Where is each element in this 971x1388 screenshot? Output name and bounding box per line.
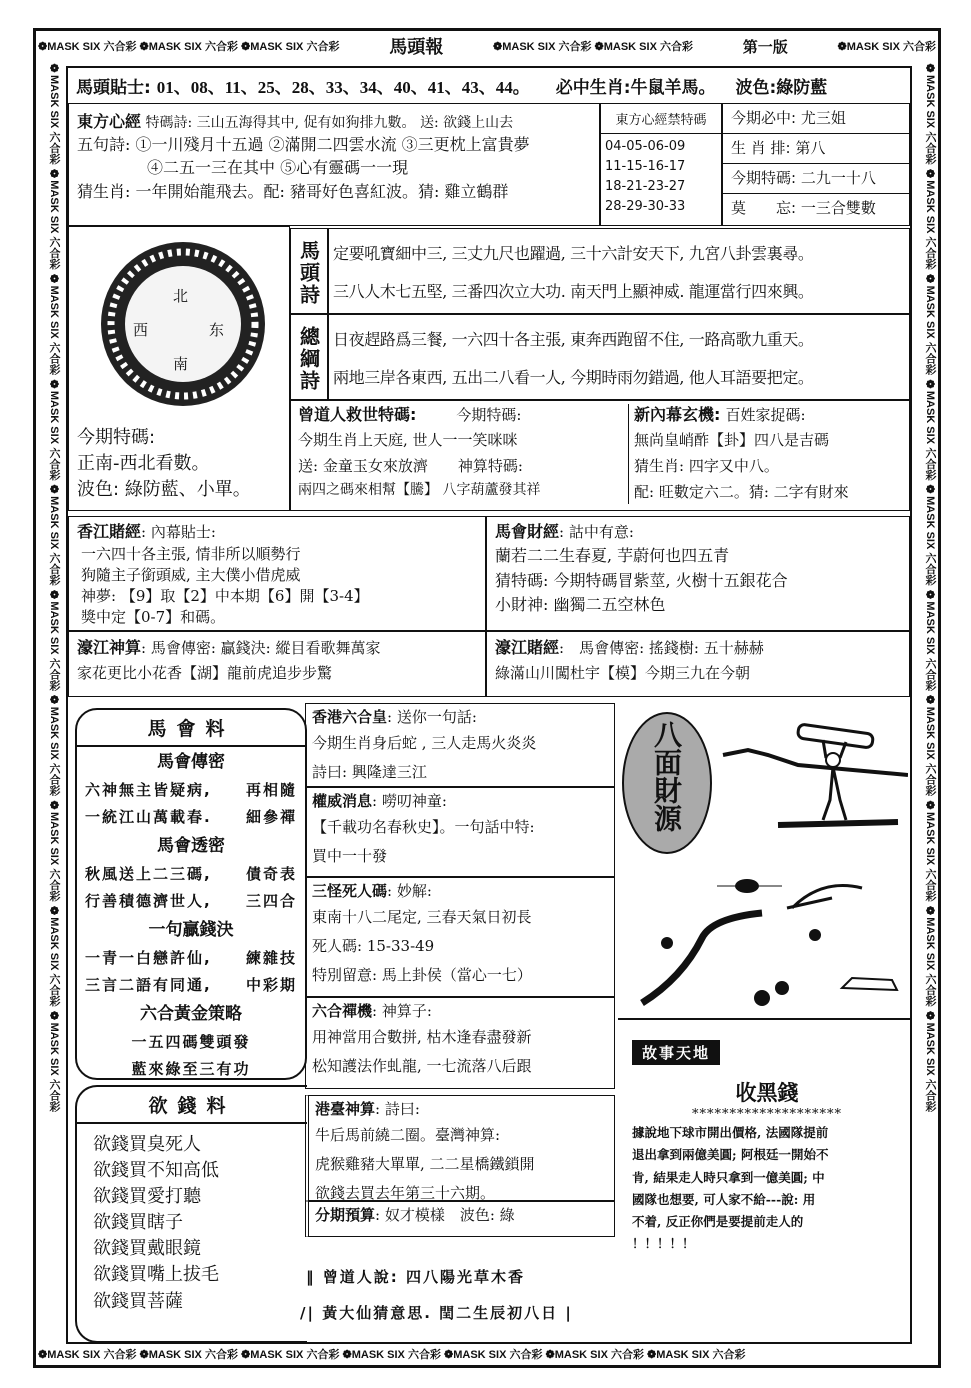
ban-numbers	[600, 103, 722, 226]
cell: 行善積德濟世人,	[85, 892, 212, 910]
section-sub: : 妙解:	[387, 882, 432, 900]
subsection-title: 馬會傳密	[157, 752, 225, 772]
text-line: 欲錢去買去年第三十六期。	[315, 1183, 496, 1202]
section-sub: : 詁中有意:	[559, 523, 634, 541]
text-line: 特別留意: 馬上卦侯（當心一七）	[312, 965, 532, 984]
ban-number-row: 28-29-30-33	[605, 199, 686, 215]
section-sub: : 詩曰:	[375, 1100, 420, 1118]
text-line: 兩四之碼來相幫【騰】 八字葫蘆發其祥	[298, 482, 541, 499]
text-line: 配: 旺數定六二。猜: 二字有財來	[634, 483, 849, 502]
east-label: 东	[209, 321, 225, 339]
section-title: 濠江賭經	[495, 638, 560, 657]
list-item	[77, 804, 305, 831]
tips-row	[76, 73, 827, 98]
text-line: ④二五一三在其中 ⑤心有靈碼一一現	[147, 158, 409, 178]
compass-section	[68, 226, 290, 511]
top-border-strip	[38, 34, 936, 58]
tips-numbers: 01、08、11、25、28、33、34、40、41、43、44。	[156, 78, 530, 97]
list-item: 欲錢買瞎子	[93, 1212, 183, 1234]
text-line: 松知護法作虬龍, 一七流落八后跟	[312, 1056, 532, 1075]
list-item: 欲錢買菩薩	[93, 1290, 183, 1312]
top-border-strip-segment: ❁MASK SIX 六合彩 ❁MASK SIX 六合彩 ❁MASK SIX 六合彩	[38, 41, 340, 53]
side-info-row	[723, 194, 909, 224]
north-label: 北	[173, 287, 189, 305]
section-title: 六合禪機	[312, 1002, 373, 1020]
section-title: 濠江神算	[77, 638, 142, 657]
xiangjiang-section	[68, 516, 486, 631]
dongfang-section	[68, 103, 600, 226]
ban-number-row: 18-21-23-27	[605, 179, 686, 195]
cell: 再相隨	[245, 781, 297, 799]
text-line: 綠滿山川闖杜宇【模】今期三九在今朝	[495, 663, 751, 682]
top-border-strip-segment: ❁MASK SIX 六合彩	[837, 41, 936, 53]
tips-label: 馬頭貼士:	[76, 78, 151, 98]
text-line: 虎猴雞豬大單單, 二二星橋鐵鎖開	[315, 1154, 535, 1173]
text-line: 蘭若二二生春夏, 芋蔚何也四五青	[495, 545, 730, 565]
side-value: 第八	[795, 139, 826, 157]
bottom-border-strip: ❁MASK SIX 六合彩 ❁MASK SIX 六合彩 ❁MASK SIX 六合彩 ❁MASK SIX 六合彩 ❁MASK SIX 六合彩 ❁MASK SIX 六合彩 ❁MASK SIX 六合彩	[38, 1349, 746, 1361]
text-line: 用神當用合數拼, 枯木逢春盡發新	[312, 1027, 532, 1046]
subsection-title: 馬會透密	[157, 836, 225, 856]
list-item: 欲錢買臭死人	[93, 1134, 201, 1155]
side-info	[722, 103, 910, 226]
subsection-title: 一句贏錢決	[148, 920, 234, 940]
list-item: 欲錢買不知高低	[93, 1160, 219, 1182]
text-line: 猜生肖: 一年開始龍飛去。配: 豬哥好色喜紅波。猜: 雞立鶴群	[77, 181, 509, 201]
poem-title: 馬頭詩	[290, 228, 328, 314]
poem-line: 定要吼寶細中三, 三丈九尺也躍過, 三十六計安天下, 九宮八卦雲裏尋。	[333, 244, 814, 263]
story-section	[632, 1040, 902, 1256]
mid-section	[305, 787, 615, 877]
zengdao-section	[298, 403, 540, 503]
side-label: 生 肖 排:	[731, 139, 791, 157]
list-item	[77, 861, 305, 888]
story-title: 收黑錢	[735, 1081, 799, 1105]
mid-section	[305, 997, 615, 1089]
text-line: 家花更比小花香【湖】龍前虎追步步驚	[77, 663, 333, 682]
ban-number-row: 04-05-06-09	[605, 139, 686, 154]
side-info-row	[723, 134, 909, 164]
right-border-strip: ❁MASK SIX 六合彩 ❁MASK SIX 六合彩 ❁MASK SIX 六合彩 ❁MASK SIX 六合彩 ❁MASK SIX 六合彩 ❁MASK SIX 六合彩 ❁MASK SIX 六合彩 ❁MASK SIX 六合彩 ❁MASK SIX 六合彩 ❁MASK SIX 六合彩	[924, 62, 936, 1112]
story-line: 國隊也想要, 可人家不給---說: 用	[632, 1191, 816, 1207]
text-line: 神夢: 【9】取【2】中本期【6】開【3-4】	[81, 586, 369, 605]
top-border-strip-segment: ❁MASK SIX 六合彩 ❁MASK SIX 六合彩	[493, 41, 693, 53]
cell: 一統江山萬載春.	[85, 808, 212, 826]
text-line: 曾道人說: 四八陽光草木香	[322, 1268, 525, 1286]
compass-line: 正南-西北看數。	[77, 453, 210, 475]
section-sub: : 神算子:	[372, 1002, 432, 1020]
west-label: 西	[133, 321, 149, 339]
bamian-logo	[622, 712, 712, 854]
text-line: 詩曰: 興隆達三江	[312, 762, 427, 781]
cell: 中彩期	[245, 976, 297, 994]
mahui-liao-box	[75, 708, 307, 1080]
section-title: 香江賭經	[77, 522, 142, 541]
list-item: 欲錢買愛打聽	[93, 1186, 201, 1208]
side-info-row	[723, 164, 909, 194]
text-line: 牛后馬前繞二圈。臺灣神算:	[315, 1125, 501, 1144]
text-line: 東南十八二尾定, 三春天氣日初長	[312, 907, 532, 926]
mahui-cai-section	[486, 516, 910, 631]
haojiang-ss-section	[68, 631, 486, 697]
cell: 三言二語有同通,	[85, 976, 212, 994]
section-title: 港臺神算	[315, 1100, 376, 1118]
masthead: 馬頭報	[389, 37, 444, 58]
story-stars: ********************	[692, 1107, 842, 1122]
south-label: 南	[173, 355, 189, 373]
yuqian-box	[75, 1085, 307, 1343]
text-line: 猜特碼: 今期特碼冒紫莖, 火樹十五銀花合	[495, 570, 788, 590]
zodiac-value: 牛鼠羊馬。	[630, 78, 716, 98]
section-sub: : 馬會傳密: 贏錢決: 縱目看歌舞萬家	[141, 639, 381, 657]
story-tag: 故事天地	[632, 1040, 720, 1065]
box-title: 馬會料	[77, 710, 305, 747]
logo-text: 八面財源	[650, 720, 683, 832]
xinneimu-section	[634, 403, 849, 506]
side-info-row	[723, 104, 909, 134]
text-line: 今期生肖身后蛇 , 三人走馬火炎炎	[312, 733, 537, 752]
section-title: 三怪死人碼	[312, 882, 388, 900]
section-sub: : 嘮叨神童:	[372, 792, 447, 810]
text-line: 【千載功名春秋史】。一句話中特:	[312, 817, 535, 836]
color-value: 綠防藍	[776, 78, 828, 98]
side-label: 今期特碼:	[731, 169, 797, 187]
ban-title: 東方心經禁特碼	[601, 104, 721, 134]
list-item: 欲錢買嘴上拔毛	[93, 1264, 219, 1286]
box-title: 欲錢料	[77, 1087, 307, 1124]
text-line: 猜生肖: 四字又中八。	[634, 457, 779, 475]
haojiang-dj-section	[486, 631, 910, 697]
crane-tree-illustration	[622, 878, 907, 1013]
text-line: 一六四十各主張, 情非所以順勢行	[81, 544, 301, 563]
section-sub: : 馬會傳密: 搖錢樹: 五十赫赫	[559, 639, 764, 657]
text-line: 小財神: 幽獨二五空林色	[495, 595, 666, 615]
side-label: 莫 忘:	[731, 199, 797, 217]
ban-number-row: 11-15-16-17	[605, 159, 686, 175]
section-sub: : 內幕貼士:	[141, 523, 216, 541]
section-title: 東方心經	[77, 112, 142, 131]
section-title: 香港六合皇	[312, 708, 388, 726]
left-border-strip: ❁MASK SIX 六合彩 ❁MASK SIX 六合彩 ❁MASK SIX 六合彩 ❁MASK SIX 六合彩 ❁MASK SIX 六合彩 ❁MASK SIX 六合彩 ❁MASK SIX 六合彩 ❁MASK SIX 六合彩 ❁MASK SIX 六合彩 ❁MASK SIX 六合彩	[48, 62, 60, 1112]
list-item	[77, 777, 305, 804]
text-line: 獎中定【0-7】和碼。	[81, 607, 226, 626]
list-item	[77, 972, 305, 999]
text-line: 狗隨主子銜頭威, 主大僕小借虎威	[81, 565, 301, 584]
story-line: 不着, 反正你們是要提前走人的	[632, 1214, 804, 1229]
section-sub: 今期特碼:	[456, 406, 522, 424]
poem-line: 日夜趕路爲三餐, 一六四十各主張, 東奔西跑留不住, 一路高歌九重天。	[333, 330, 814, 349]
text-line: 買中一十發	[312, 846, 388, 865]
story-line: 退出拿到兩億美圓; 阿根廷一開始不	[632, 1147, 829, 1163]
cell: 秋風送上二三碼,	[85, 865, 212, 883]
subsection-title: 六合黃金策略	[140, 1004, 242, 1024]
man-lifting-log-illustration	[718, 710, 908, 840]
mid-section	[305, 877, 615, 997]
text-line: 無尚皇峭酢【卦】四八是吉碼	[634, 430, 830, 449]
section-title: 曾道人救世特碼:	[298, 405, 417, 424]
section-sub: : 送你一句話:	[387, 708, 477, 726]
poem-line: 兩地三岸各東西, 五出二八看一人, 今期時雨勿錯過, 他人耳語要把定。	[333, 368, 814, 387]
zodiac-label: 必中生肖:	[555, 78, 631, 98]
text-line: 五句詩: ①一川殘月十五過 ②滿開二四雲水流 ③三更枕上富貴夢	[77, 135, 530, 155]
text-line: 送: 金童玉女來放濟 神算特碼:	[298, 457, 523, 475]
compass-line: 波色: 綠防藍、小單。	[77, 479, 251, 501]
poem-line: 三八人木七五堅, 三番四次立大功. 南天門上顯神威. 龍運當行四來興。	[333, 282, 814, 301]
cell: 細參禪	[245, 808, 297, 826]
compass-title: 今期特碼:	[77, 427, 156, 448]
huangdaxian: /| 黃大仙猜意思. 閏二生辰初八日 |	[300, 1304, 573, 1322]
section-title: 新內幕玄機:	[634, 405, 721, 424]
list-item	[77, 945, 305, 972]
list-item	[77, 888, 305, 915]
cell: 一青一白戀許仙,	[85, 949, 212, 967]
list-item: 藍來綠至三有功	[131, 1060, 251, 1078]
section-title: 分期預算	[315, 1206, 376, 1224]
edition: 第一版	[742, 37, 788, 56]
poem-body	[328, 228, 910, 314]
cell: 六神無主皆疑病,	[85, 781, 212, 799]
color-label: 波色:	[735, 78, 777, 98]
side-value: 二九一十八	[800, 169, 876, 187]
section-sub: 百姓家捉碼:	[725, 406, 806, 424]
text-line: 死人碼: 15-33-49	[312, 936, 435, 955]
cell: 債奇表	[245, 865, 297, 883]
section-title: 馬會財經	[495, 522, 560, 541]
story-line: 據說地下球市開出價格, 法國隊提前	[632, 1125, 829, 1140]
side-value: 一三合雙數	[800, 199, 876, 217]
text-line: 黃大仙猜意思. 閏二生辰初八日	[322, 1304, 559, 1322]
poem-title: 總綱詩	[290, 314, 328, 400]
list-item: 欲錢買戴眼鏡	[93, 1238, 201, 1260]
story-line: 肯, 結果走人時只拿到一億美圓; 中	[632, 1169, 825, 1185]
section-sub: : 奴才模樣 波色: 綠	[375, 1206, 515, 1224]
zengdao-say: ‖ 曾道人說: 四八陽光草木香	[306, 1268, 525, 1286]
mid-section	[305, 703, 615, 787]
cell: 練雜技	[245, 949, 297, 967]
poem-body	[328, 314, 910, 400]
compass-wheel-icon	[83, 239, 283, 409]
text-line: 今期生肖上天庭, 世人一一笑咪咪	[298, 430, 518, 449]
section-title: 權威消息	[312, 792, 373, 810]
mid-section	[305, 1095, 615, 1201]
side-value: 尤三姐	[800, 109, 846, 127]
cell: 三四合	[245, 892, 297, 910]
story-line: ！！！！！	[632, 1236, 695, 1252]
side-label: 今期必中:	[731, 109, 797, 127]
list-item: 一五四碼雙頭發	[131, 1033, 251, 1051]
mid-section	[305, 1201, 615, 1237]
text-line: 特碼詩: 三山五海得其中, 促有如狗排九數。 送: 欲錢上山去	[145, 115, 514, 131]
